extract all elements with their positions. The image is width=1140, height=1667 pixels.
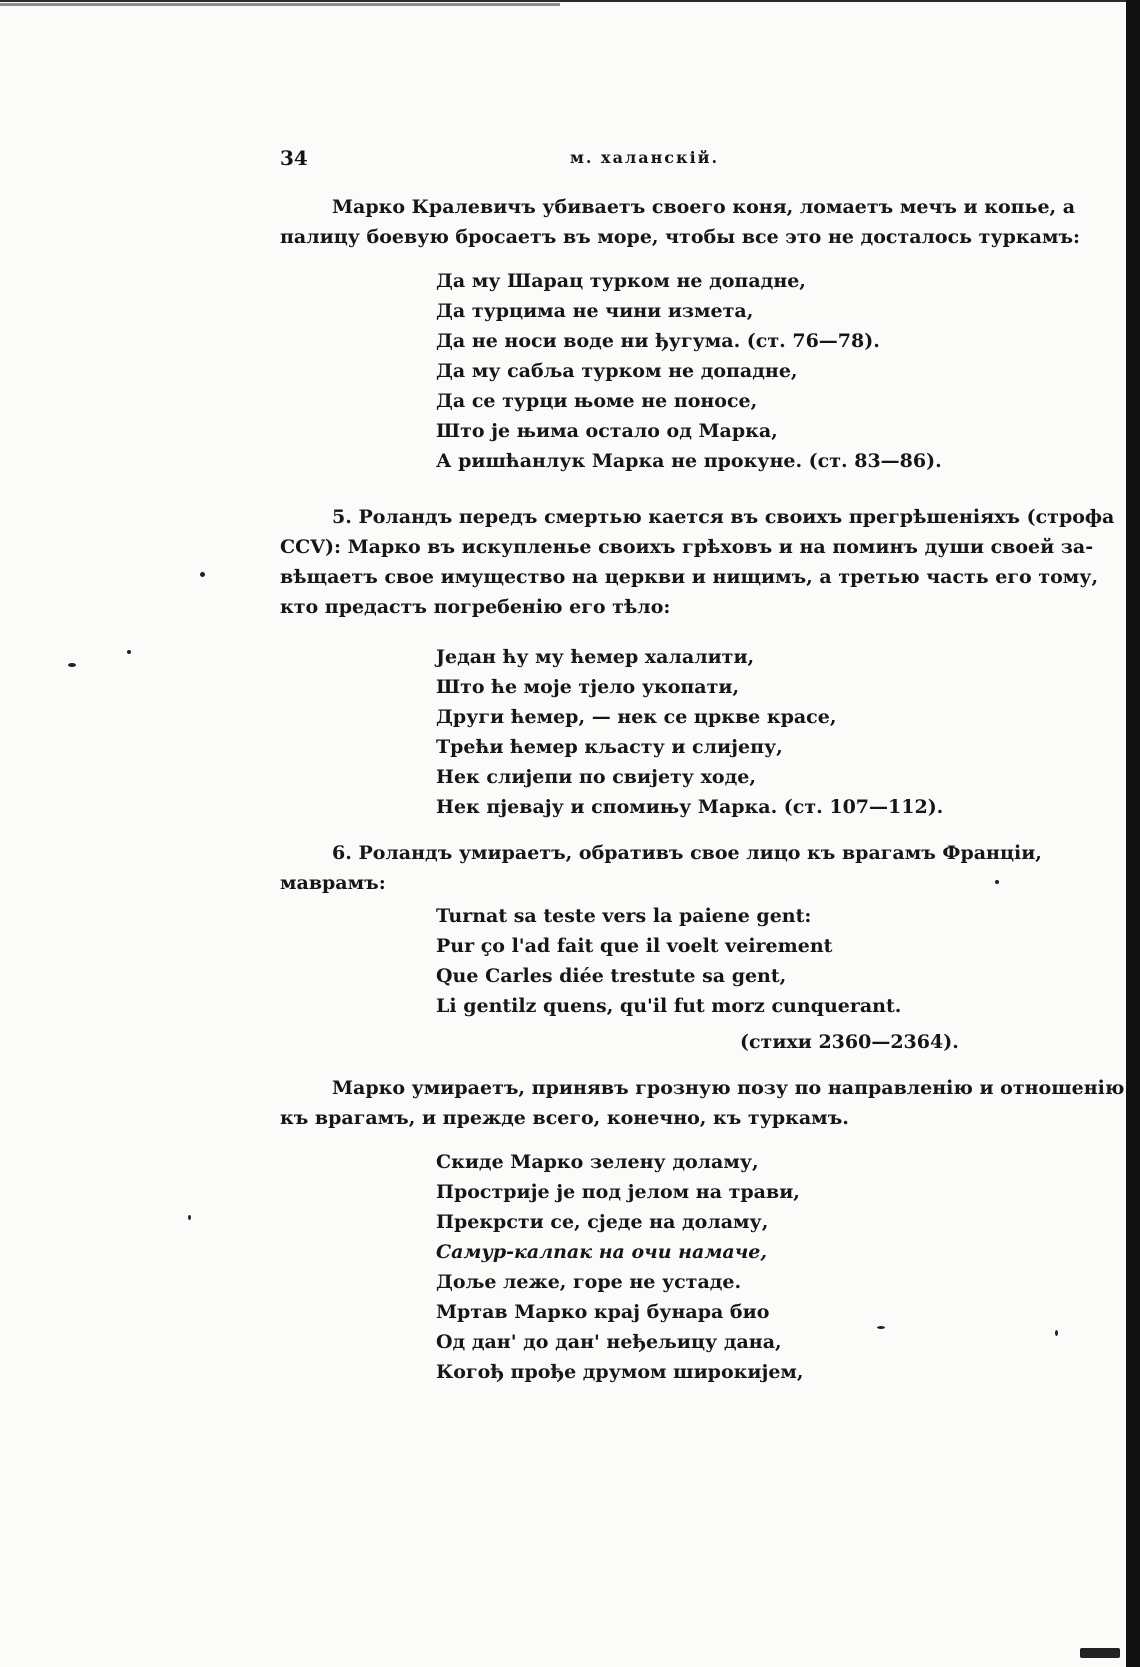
verse-line: Pur ço l'ad fait que il voelt veirement bbox=[436, 935, 833, 957]
verse-block-4 bbox=[436, 1147, 996, 1387]
text-line: CCV): Марко въ искупленье своихъ грѣховъ и на поминъ души своей за- bbox=[280, 536, 1094, 558]
scan-speck bbox=[1080, 1648, 1120, 1658]
page-header bbox=[280, 146, 980, 170]
verse-line: Доље леже, горе не устаде. bbox=[436, 1271, 742, 1293]
text-line: палицу боевую бросаетъ въ море, чтобы все это не досталось туркамъ: bbox=[280, 226, 1081, 248]
paragraph-3 bbox=[280, 838, 1042, 898]
scan-speck bbox=[1055, 1330, 1058, 1336]
verse-line: Један ћу му ћемер халалити, bbox=[436, 646, 755, 668]
text-line: 6. Роландъ умираетъ, обративъ свое лицо къ врагамъ Франціи, bbox=[332, 842, 1042, 864]
verse-line: Да турцима не чини измета, bbox=[436, 300, 754, 322]
paragraph-2 bbox=[280, 502, 1115, 622]
verse-line: Que Carles diée trestute sa gent, bbox=[436, 965, 787, 987]
scan-speck bbox=[877, 1326, 885, 1329]
verse-line: Што је њима остало од Марка, bbox=[436, 420, 778, 442]
verse-line: Прекрсти се, сједе на доламу, bbox=[436, 1211, 769, 1233]
verse-line: Трећи ћемер кљасту и слијепу, bbox=[436, 736, 783, 758]
text-line: Марко Кралевичъ убиваетъ своего коня, ломаетъ мечъ и копье, а bbox=[332, 196, 1076, 218]
scan-speck bbox=[68, 663, 76, 667]
text-line: къ врагамъ, и прежде всего, конечно, къ туркамъ. bbox=[280, 1107, 849, 1129]
verse-line: Други ћемер, — нек се цркве красе, bbox=[436, 706, 837, 728]
verse-line: Нек пјевају и спомињу Марка. (ст. 107—112). bbox=[436, 796, 944, 818]
page-top-edge-shadow bbox=[0, 3, 560, 6]
text-line: вѣщаетъ свое имущество на церкви и нищимъ, а третью часть его тому, bbox=[280, 566, 1099, 588]
verse-line: Да се турци њоме не поносе, bbox=[436, 390, 758, 412]
text-line: кто предастъ погребенію его тѣло: bbox=[280, 596, 671, 618]
scan-speck bbox=[127, 650, 131, 654]
scan-speck bbox=[995, 880, 999, 884]
scan-speck bbox=[188, 1215, 191, 1220]
verse-block-1 bbox=[436, 266, 996, 476]
verse-line: А ришћанлук Марка не прокуне. (ст. 83—86). bbox=[436, 450, 942, 472]
verse-line: Да не носи воде ни ђугума. (ст. 76—78). bbox=[436, 330, 880, 352]
verse-line-italic: Самур-калпак на очи намаче, bbox=[436, 1241, 767, 1263]
running-head: м. халанскій. bbox=[570, 148, 720, 167]
text-line: 5. Роландъ передъ смертью кается въ своихъ прегрѣшеніяхъ (строфа bbox=[332, 506, 1115, 528]
page-number: 34 bbox=[280, 146, 308, 170]
verse-line: Turnat sa teste vers la paiene gent: bbox=[436, 905, 812, 927]
paragraph-1 bbox=[280, 192, 1081, 252]
paragraph-4 bbox=[280, 1073, 1125, 1133]
verse-line: Да му сабља турком не допадне, bbox=[436, 360, 798, 382]
verse-line: Мртав Марко крај бунара био bbox=[436, 1301, 770, 1323]
text-line: маврамъ: bbox=[280, 872, 386, 894]
verse-block-3 bbox=[436, 901, 996, 1021]
verse-line: Li gentilz quens, qu'il fut morz cunquerant. bbox=[436, 995, 902, 1017]
page-right-edge bbox=[1126, 0, 1140, 1667]
verse-line: Простриje је под јелом на трави, bbox=[436, 1181, 800, 1203]
text-line: Марко умираетъ, принявъ грозную позу по направленію и отношенію bbox=[332, 1077, 1125, 1099]
verse-line: Да му Шарац турком не допадне, bbox=[436, 270, 806, 292]
verse-line: Од дан' до дан' неђељицу дана, bbox=[436, 1331, 782, 1353]
verse-line: Што ће моје тјело укопати, bbox=[436, 676, 740, 698]
verse-line: Нек слијепи по свијету ходе, bbox=[436, 766, 756, 788]
verse-line: Когођ прође друмом широкијем, bbox=[436, 1361, 804, 1383]
verse-block-2 bbox=[436, 642, 996, 822]
verse-line: Скиде Марко зелену доламу, bbox=[436, 1151, 759, 1173]
scan-speck bbox=[200, 572, 205, 577]
verse-citation: (стихи 2360—2364). bbox=[740, 1031, 959, 1053]
